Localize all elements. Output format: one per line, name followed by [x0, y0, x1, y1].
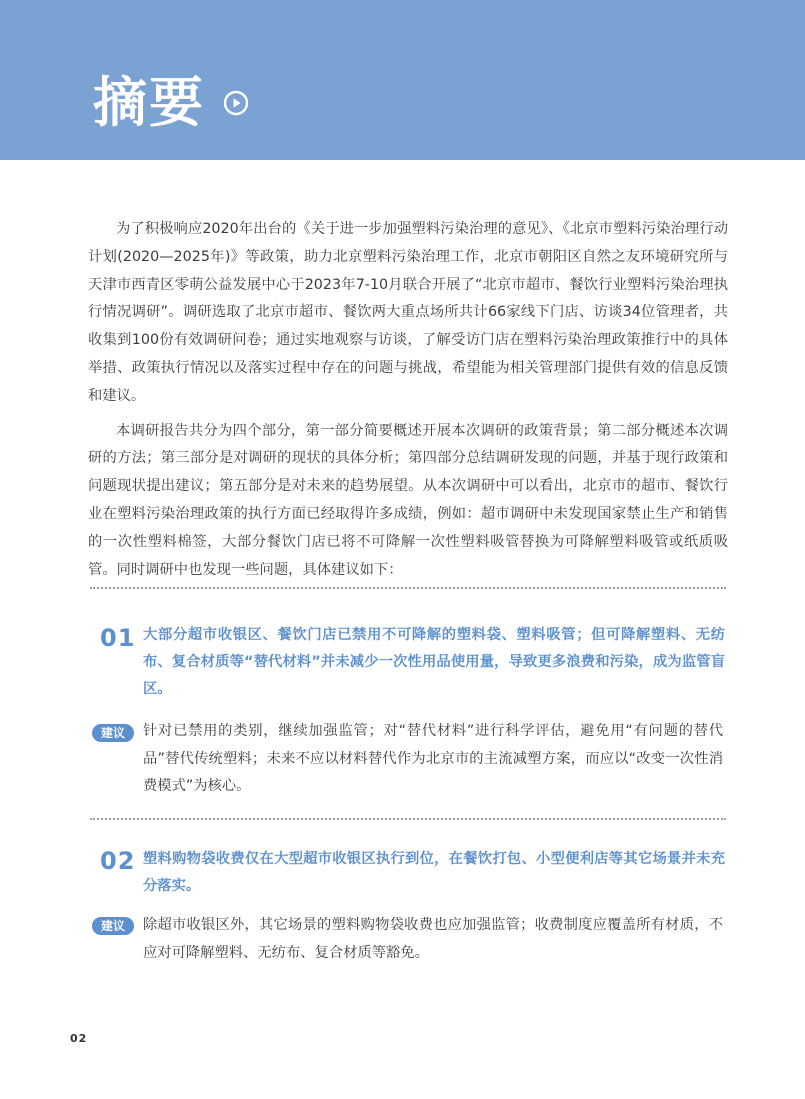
issue-number: 01	[100, 624, 136, 652]
suggestion-text: 针对已禁用的类别，继续加强监管；对“替代材料”进行科学评估，避免用“有问题的替代品”替代传统塑料；未来不应以材料替代作为北京市的主流减塑方案，而应以“改变一次性消费模式”为核心。	[143, 723, 723, 794]
suggestion-badge: 建议	[92, 724, 134, 742]
issue-number: 02	[100, 847, 136, 875]
intro-section	[88, 216, 728, 591]
header-banner	[0, 0, 805, 160]
page-number: 02	[70, 1032, 88, 1045]
intro-paragraph: 本调研报告共分为四个部分，第一部分简要概述开展本次调研的政策背景；第二部分概述本次调研的方法；第三部分是对调研的现状的具体分析；第四部分总结调研发现的问题，并基于现行政策和问题现状提出建议；第五部分是对未来的趋势展望。从本次调研中可以看出，北京市的超市、餐饮行业在塑料污染治理政策的执行方面已经取得许多成绩，例如：超市调研中未发现国家禁止生产和销售的一次性塑料棉签，大部分餐饮门店已将不可降解一次性塑料吸管替换为可降解塑料吸管或纸质吸管。同时调研中也发现一些问题，具体建议如下：	[88, 422, 728, 578]
issue-text: 塑料购物袋收费仅在大型超市收银区执行到位，在餐饮打包、小型便利店等其它场景并未充分落实。	[143, 851, 725, 894]
suggestion-badge: 建议	[92, 917, 134, 935]
issue-text: 大部分超市收银区、餐饮门店已禁用不可降解的塑料袋、塑料吸管；但可降解塑料、无纺布、复合材质等“替代材料”并未减少一次性用品使用量，导致更多浪费和污染，成为监管盲区。	[143, 627, 725, 697]
page-title: 摘要	[93, 71, 205, 134]
intro-paragraph: 为了积极响应2020年出台的《关于进一步加强塑料污染治理的意见》、《北京市塑料污染治理行动计划(2020—2025年)》等政策，助力北京塑料污染治理工作，北京市朝阳区自然之友环境研究所与天津市西青区零萌公益发展中心于2023年7-10月联合开展了“北京市超市、餐饮行业塑料污染治理执行情况调研”。调研选取了北京市超市、餐饮两大重点场所共计66家线下门店、访谈34位管理者，共收集到100份有效调研问卷；通过实地观察与访谈，了解受访门店在塑料污染治理政策推行中的具体举措、政策执行情况以及落实过程中存在的问题与挑战，希望能为相关管理部门提供有效的信息反馈和建议。	[88, 221, 728, 404]
dotted-divider	[90, 818, 726, 820]
dotted-divider	[90, 587, 726, 589]
suggestion-text: 除超市收银区外，其它场景的塑料购物袋收费也应加强监管；收费制度应覆盖所有材质，不应对可降解塑料、无纺布、复合材质等豁免。	[143, 917, 723, 961]
play-circle-icon	[223, 90, 249, 116]
